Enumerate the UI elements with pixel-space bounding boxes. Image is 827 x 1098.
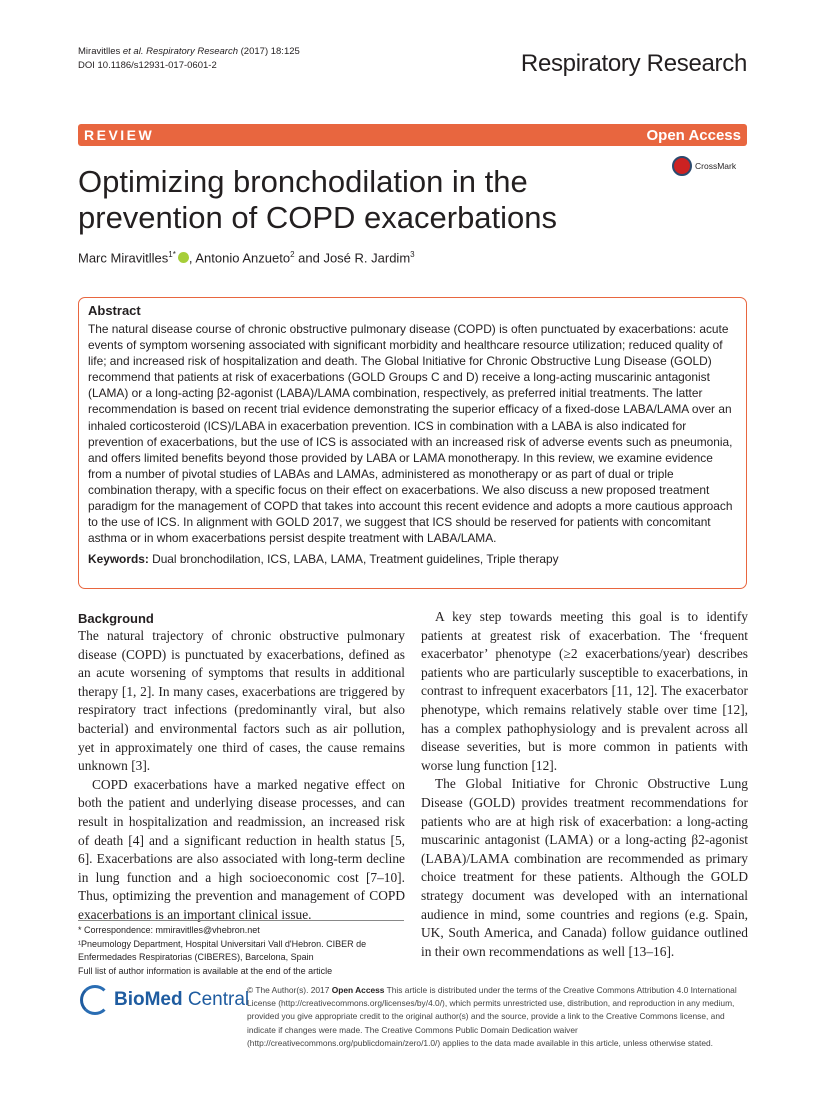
author-info-note: Full list of author information is available at the end of the article xyxy=(78,965,333,976)
author-separator: , xyxy=(188,250,196,266)
logo-rest: Central xyxy=(182,989,250,1010)
author-affiliation: 3 xyxy=(410,250,415,259)
copyright: © The Author(s). 2017 xyxy=(247,985,330,995)
abstract-heading: Abstract xyxy=(88,303,141,318)
biomed-central-logo[interactable] xyxy=(80,985,249,1015)
affiliation: ¹Pneumology Department, Hospital Universitari Vall d'Hebron. CIBER de Enfermedades Respiratorias (CIBERES), Barcelona, Spain xyxy=(78,938,367,962)
bmc-logo-text xyxy=(114,989,249,1011)
license-open-access: Open Access xyxy=(331,985,385,995)
footnotes xyxy=(78,924,408,978)
license-body: This article is distributed under the terms of the Creative Commons Attribution 4.0 International License (http://creativecommons.org/licenses/by/4.0/), which permits unrestricted use, distribution, and reproduction in any medium, provided you give appropriate credit to the original author(s) and the source, provide a link to the Creative Commons license, and indicate if changes were made. The Creative Commons Public Domain Dedication waiver (http://creativecommons.org/publicdomain/zero/1.0/) applies to the data made available in this article, unless otherwise stated. xyxy=(247,985,737,1048)
license-text xyxy=(247,984,747,1050)
author-name: Antonio Anzueto xyxy=(195,250,291,266)
article-type: REVIEW xyxy=(84,127,155,143)
citation-header xyxy=(78,45,300,73)
orcid-icon[interactable] xyxy=(178,252,189,263)
author-name: Marc Miravitlles xyxy=(78,250,169,266)
open-access-label: Open Access xyxy=(646,126,741,144)
bmc-logo-icon xyxy=(80,985,110,1015)
article-title: Optimizing bronchodilation in the prevention of COPD exacerbations xyxy=(78,164,558,235)
author-affiliation: 1* xyxy=(168,250,176,259)
citation-authors: Miravitlles xyxy=(78,46,121,57)
section-heading: Background xyxy=(78,611,154,626)
abstract-box xyxy=(78,297,747,589)
crossmark-button[interactable] xyxy=(672,156,736,176)
abstract-text: The natural disease course of chronic obstructive pulmonary disease (COPD) is often punctuated by exacerbations: acute events of symptom worsening associated with significant morbidity and healthcare resource utilization; reduced quality of life; and increased risk of hospitalization and death. The Global Initiative for Chronic Obstructive Lung Disease (GOLD) recommend that patients at risk of exacerbations (GOLD Groups C and D) receive a long-acting muscarinic antagonist (LAMA) or a long-acting β2-agonist (LABA)/LAMA combination, respectively, as preferred initial treatments. The latter recommendation is based on recent trial evidence demonstrating the superior efficacy of a fixed-dose LABA/LAMA over an inhaled corticosteroid (ICS)/LABA in exacerbation prevention. ICS in combination with a LABA is also indicated for prevention of exacerbations, but the use of ICS is associated with an increased risk of adverse events such as pneumonia, and offers limited benefits beyond those provided by LABA or LAMA monotherapy. In this review, we examine evidence from a number of pivotal studies of LABAs and LAMAs, administered as monotherapy or as part of dual or triple combination therapy, with a specific focus on their effect on exacerbations. We also discuss a new proposed treatment paradigm for the management of COPD that takes into account this recent evidence and adopts a more cautious approach to the use of ICS. In alignment with GOLD 2017, we suggest that ICS should be reserved for patients with concomitant asthma or in whom exacerbations persist despite treatment with LABA/LAMA. xyxy=(88,322,733,546)
keywords-label: Keywords: xyxy=(88,552,149,567)
keywords xyxy=(88,551,737,567)
correspondence[interactable]: * Correspondence: mmiravitlles@vhebron.net xyxy=(78,925,260,935)
body-paragraph: The natural trajectory of chronic obstructive pulmonary disease (COPD) is punctuated by exacerbations, defined as an acute worsening of symptoms that results in additional therapy [1, 2]. In many cases, exacerbations are triggered by respiratory tract infections (predominantly viral, but also bacterial) and environmental factors such as air pollution, yet in approximately one third of cases, the cause remains unknown [3]. xyxy=(78,628,405,774)
author-separator: and xyxy=(294,250,324,266)
citation-etal: et al. xyxy=(122,46,144,57)
body-paragraph: COPD exacerbations have a marked negative effect on both the patient and underlying disease processes, and can result in hospitalization and readmission, an increased risk of death [4] and a significant reduction in health status [5, 6]. Exacerbations are also associated with long-term decline in lung function and a high socioeconomic cost [7–10]. Thus, optimizing the prevention and management of COPD exacerbations is an important clinical issue. xyxy=(78,776,405,922)
author-name: José R. Jardim xyxy=(323,250,411,266)
citation-volume: (2017) 18:125 xyxy=(240,46,300,57)
author-list xyxy=(78,250,415,265)
citation-journal: Respiratory Research xyxy=(146,46,238,57)
keywords-list: Dual bronchodilation, ICS, LABA, LAMA, Treatment guidelines, Triple therapy xyxy=(152,552,559,567)
article-type-banner xyxy=(78,124,747,146)
body-paragraph: The Global Initiative for Chronic Obstructive Lung Disease (GOLD) provides treatment recommendations for patients who are at high risk of exacerbation: a long-acting muscarinic antagonist (LAMA) or a long-acting β2-agonist (LABA)/LAMA combination are recommended as primary choice treatment for these patients. Although the GOLD strategy document was developed with an international audience in mind, some countries and regions (e.g. Spain, UK, South America, and Canada) follow guidance outlined in their own recommendations as well [13–16]. xyxy=(421,776,748,959)
author-affiliation: 2 xyxy=(290,250,295,259)
crossmark-icon xyxy=(672,156,692,176)
logo-bold: BioMed xyxy=(114,989,183,1010)
left-column xyxy=(78,610,405,925)
crossmark-label: CrossMark xyxy=(695,161,737,171)
body-paragraph: A key step towards meeting this goal is to identify patients at greatest risk of exacerbation. The ‘frequent exacerbator’ phenotype (≥2 exacerbations/year) describes patients who are particularly susceptible to exacerbations, in contrast to infrequent exacerbators [11, 12]. The exacerbator phenotype, which remains relatively stable over time [12], has a complex pathophysiology and is prevalent across all disease severities, but is more common in patients with worse lung function [12]. xyxy=(421,609,748,773)
footnote-divider xyxy=(78,920,404,921)
journal-name: Respiratory Research xyxy=(520,50,747,77)
doi[interactable]: DOI 10.1186/s12931-017-0601-2 xyxy=(78,60,217,71)
right-column xyxy=(421,608,748,961)
